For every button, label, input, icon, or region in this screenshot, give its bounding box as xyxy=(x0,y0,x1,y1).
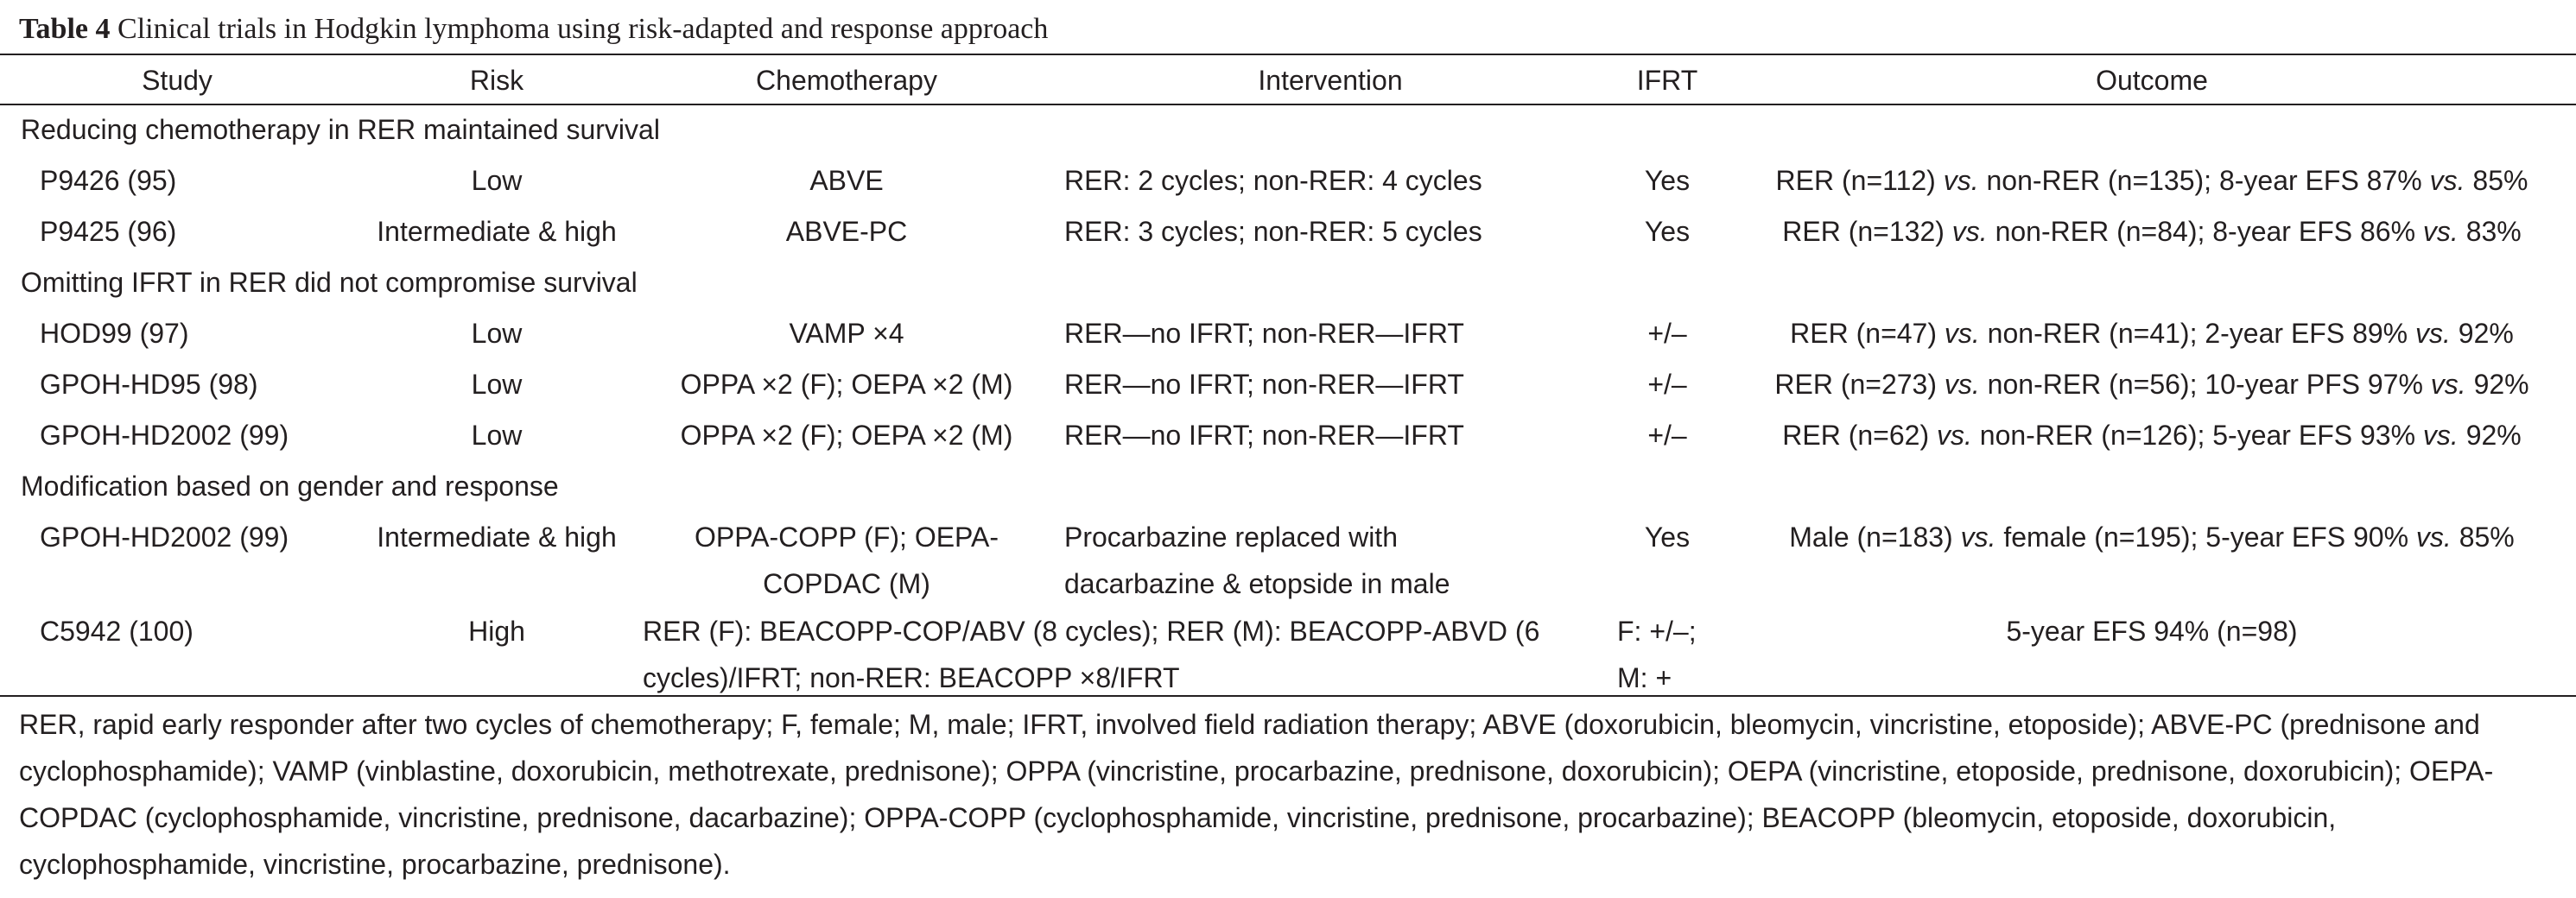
cell-outcome: RER (n=112) vs. non-RER (n=135); 8-year EFS 87% vs. 85% xyxy=(1775,165,2528,196)
cell-risk: Low xyxy=(471,165,523,196)
group-label-reducing-chemotherapy: Reducing chemotherapy in RER maintained survival xyxy=(21,114,660,145)
cell-outcome: RER (n=273) vs. non-RER (n=56); 10-year PFS 97% vs. 92% xyxy=(1774,369,2529,400)
cell-outcome: RER (n=47) vs. non-RER (n=41); 2-year EFS 89% vs. 92% xyxy=(1790,318,2514,349)
cell-study: P9425 (96) xyxy=(40,216,177,247)
group-label-omitting-ifrt: Omitting IFRT in RER did not compromise survival xyxy=(21,267,638,298)
cell-study: GPOH-HD2002 (99) xyxy=(40,420,289,451)
cell-ifrt: +/– xyxy=(1647,369,1687,400)
cell-outcome: RER (n=132) vs. non-RER (n=84); 8-year EFS 86% vs. 83% xyxy=(1782,216,2522,247)
cell-chemotherapy: OPPA ×2 (F); OEPA ×2 (M) xyxy=(680,369,1013,400)
table-header-rule xyxy=(0,104,2576,105)
table-caption xyxy=(19,10,1048,48)
cell-intervention: Procarbazine replaced with dacarbazine & etopside in male xyxy=(1064,522,1450,599)
header-outcome: Outcome xyxy=(2096,65,2208,96)
cell-study: GPOH-HD2002 (99) xyxy=(40,522,289,553)
table-top-rule xyxy=(0,54,2576,55)
cell-chemotherapy: OPPA-COPP (F); OEPA-COPDAC (M) xyxy=(694,522,999,599)
cell-study: GPOH-HD95 (98) xyxy=(40,369,258,400)
cell-risk: Low xyxy=(471,318,523,349)
table-footnote: RER, rapid early responder after two cycles of chemotherapy; F, female; M, male; IFRT, involved field radiation therapy; ABVE (doxorubicin, bleomycin, vincristine, etoposide); ABVE-PC (prednisone and cyclophosphamide); VAMP (vinblastine, doxorubicin, methotrexate, prednisone); OPPA (vincristine, procarbazine, prednisone, doxorubicin); OEPA (vincristine, etoposide, prednisone, doxorubicin); OEPA-COPDAC (cyclophosphamide, vincristine, prednisone, dacarbazine); OPPA-COPP (cyclophosphamide, vincristine, prednisone, procarbazine); BEACOPP (bleomycin, etoposide, doxorubicin, cyclophosphamide, vincristine, procarbazine, prednisone). xyxy=(19,709,2494,880)
cell-intervention: RER: 3 cycles; non-RER: 5 cycles xyxy=(1064,216,1482,247)
table-caption-label: Table 4 xyxy=(19,13,111,45)
cell-risk: High xyxy=(468,616,525,647)
cell-risk: Low xyxy=(471,420,523,451)
cell-risk: Intermediate & high xyxy=(377,522,617,553)
header-risk: Risk xyxy=(469,65,524,96)
cell-ifrt: Yes xyxy=(1644,216,1691,247)
cell-intervention: RER—no IFRT; non-RER—IFRT xyxy=(1064,420,1464,451)
cell-study: C5942 (100) xyxy=(40,616,194,647)
cell-chemotherapy-intervention: RER (F): BEACOPP-COP/ABV (8 cycles); RER (M): BEACOPP-ABVD (6 cycles)/IFRT; non-RER: BEACOPP ×8/IFRT xyxy=(643,616,1540,693)
header-ifrt: IFRT xyxy=(1636,65,1698,96)
cell-ifrt-line1: F: +/–; xyxy=(1617,616,1697,647)
cell-outcome: 5-year EFS 94% (n=98) xyxy=(2006,616,2298,647)
group-label-gender-response: Modification based on gender and response xyxy=(21,471,559,502)
cell-chemotherapy: ABVE xyxy=(809,165,884,196)
cell-ifrt-line2: M: + xyxy=(1617,662,1672,693)
table-caption-title: Clinical trials in Hodgkin lymphoma using risk-adapted and response approach xyxy=(117,13,1049,45)
cell-study: HOD99 (97) xyxy=(40,318,189,349)
cell-ifrt: +/– xyxy=(1647,420,1687,451)
cell-chemotherapy: VAMP ×4 xyxy=(789,318,904,349)
cell-chemotherapy: ABVE-PC xyxy=(785,216,908,247)
cell-outcome: RER (n=62) vs. non-RER (n=126); 5-year EFS 93% vs. 92% xyxy=(1782,420,2522,451)
cell-ifrt: Yes xyxy=(1644,165,1691,196)
cell-intervention: RER—no IFRT; non-RER—IFRT xyxy=(1064,369,1464,400)
cell-intervention: RER: 2 cycles; non-RER: 4 cycles xyxy=(1064,165,1482,196)
header-intervention: Intervention xyxy=(1258,65,1403,96)
cell-risk: Intermediate & high xyxy=(377,216,617,247)
header-study: Study xyxy=(142,65,213,96)
header-chemotherapy: Chemotherapy xyxy=(756,65,937,96)
cell-outcome: Male (n=183) vs. female (n=195); 5-year EFS 90% vs. 85% xyxy=(1789,522,2515,553)
cell-study: P9426 (95) xyxy=(40,165,177,196)
cell-chemotherapy: OPPA ×2 (F); OEPA ×2 (M) xyxy=(680,420,1013,451)
table-bottom-rule xyxy=(0,695,2576,697)
cell-ifrt: +/– xyxy=(1647,318,1687,349)
cell-ifrt: Yes xyxy=(1644,522,1691,553)
cell-risk: Low xyxy=(471,369,523,400)
cell-intervention: RER—no IFRT; non-RER—IFRT xyxy=(1064,318,1464,349)
